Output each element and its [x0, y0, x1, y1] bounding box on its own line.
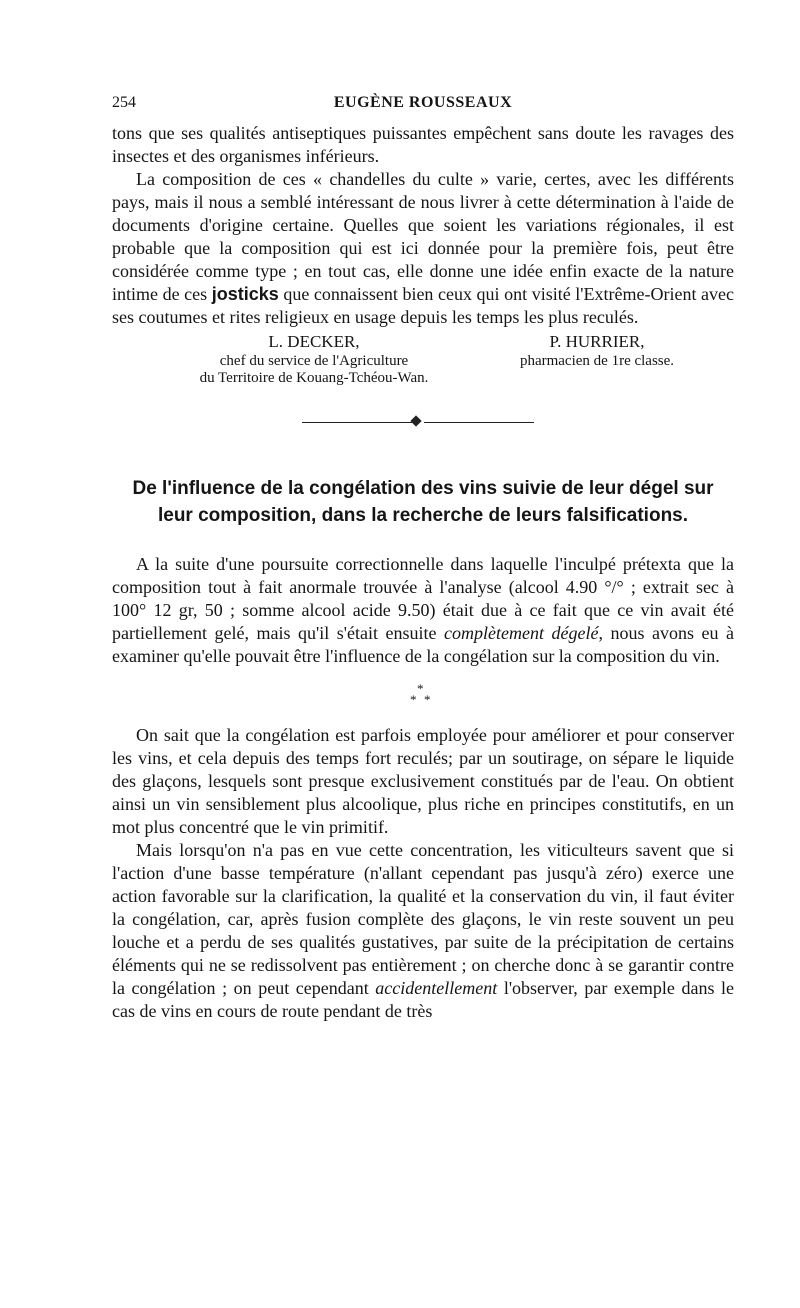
signature-decker — [164, 331, 464, 387]
paragraph-text: A la suite d'une poursuite correctionnelle dans laquelle l'inculpé prétexta que la composition tout à fait anormale trouvée à l'analyse (alcool 4.90 °/° ; extrait sec à 100° 12 gr, 50 ; somme alcool acide 9.50) était due à ce fait que ce vin avait été partiellement gelé, mais qu'il s'était ensuite — [112, 554, 734, 643]
signature-title: pharmacien de 1re classe. — [519, 353, 675, 369]
signatures — [112, 331, 734, 395]
article-paragraph-3 — [112, 839, 734, 1023]
running-title: EUGÈNE ROUSSEAUX — [333, 94, 513, 111]
article-title-line-1: De l'influence de la congélation des vins suivie de leur dégel sur — [132, 478, 714, 499]
paragraph-text: , nous avons eu à examiner qu'elle pouvait être l'influence de la congélation sur la composition du vin. — [112, 623, 734, 666]
signature-name: L. DECKER, — [268, 332, 360, 351]
previous-article-paragraph-2 — [112, 168, 734, 329]
asterisk-icon: * — [417, 681, 424, 696]
asterism — [112, 676, 734, 720]
signature-name: P. HURRIER, — [549, 332, 645, 351]
italic-phrase: complètement dégelé — [444, 623, 599, 643]
previous-article-paragraph-1: tons que ses qualités antiseptiques puissantes empêchent sans doute les ravages des insectes et des organismes inférieurs. — [112, 123, 734, 166]
signature-title: chef du service de l'Agriculture — [219, 353, 409, 369]
divider-line — [302, 422, 412, 423]
article-paragraph-2: On sait que la congélation est parfois employée pour améliorer et pour conserver les vins, et cela depuis des temps fort reculés; par un soutirage, on sépare le liquide des glaçons, lesquels sont presque exclusivement constitués par de l'eau. On obtient ainsi un vin sensiblement plus alcoolique, plus riche en principes constitutifs, en un mot plus concentré que le vin primitif. — [112, 725, 734, 837]
italic-phrase: accidentellement — [375, 978, 498, 998]
article-paragraph-1 — [112, 553, 734, 668]
section-divider — [112, 411, 734, 435]
paragraph-2-text-end: que connaissent bien ceux qui ont visité l'Extrême-Orient avec ses coutumes et rites religieux en usage depuis les temps les plus reculés. — [112, 284, 735, 327]
paragraph-text: Mais lorsqu'on n'a pas en vue cette concentration, les viticulteurs savent que si l'action d'une basse température (n'allant cependant pas jusqu'à zéro) exerce une action favorable sur la clarification, la qualité et la conservation du vin, il faut éviter la congélation, car, après fusion complète des glaçons, le vin reste souvent un peu louche et a perdu de ses qualités gustatives, par suite de la précipitation de certains éléments qui ne se redissolvent pas entièrement ; on cherche donc à se garantir contre la congélation ; on peut cependant — [112, 840, 734, 998]
signature-hurrier — [482, 331, 712, 370]
divider-line — [424, 422, 534, 423]
asterisk-icon: * — [424, 692, 431, 707]
article-title — [112, 475, 734, 529]
paragraph-2-text-start: La composition de ces « chandelles du culte » varie, certes, avec les différents pays, mais il nous a semblé intéressant de nous livrer à cette détermination à l'aide de documents d'origine certaine. Quelles que soient les variations régionales, il est probable que la composition qui est ici donnée pour la première fois, peut être considérée comme type ; en tout cas, elle donne une idée enfin exacte de la nature intime de ces — [112, 169, 734, 304]
josticks-term: josticks — [211, 284, 279, 304]
signature-title: du Territoire de Kouang-Tchéou-Wan. — [199, 370, 429, 386]
asterisk-icon: * — [410, 692, 417, 707]
running-head — [112, 94, 734, 122]
page — [112, 94, 734, 1023]
paragraph-text: l'observer, par exemple dans le cas de vins en cours de route pendant de très — [112, 978, 734, 1021]
page-number: 254 — [112, 94, 136, 111]
article-title-line-2: leur composition, dans la recherche de leurs falsifications. — [157, 505, 689, 526]
divider-diamond-icon — [410, 415, 421, 426]
